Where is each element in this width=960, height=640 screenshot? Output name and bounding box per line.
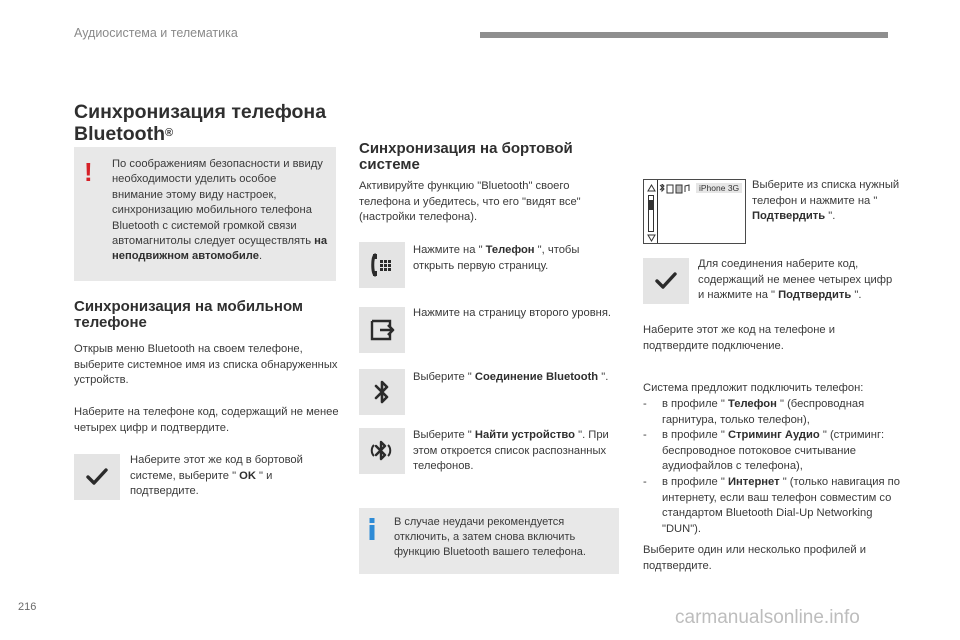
scrollbar-thumb	[649, 200, 653, 210]
warning-icon: !	[84, 157, 93, 187]
device-list-screen	[643, 179, 746, 244]
header-bar	[480, 32, 888, 38]
warning-bold: на неподвижном автомобиле	[112, 235, 328, 263]
mobile-sync-para2: Наберите на телефоне код, содержащий не менее четырех цифр и подтвердите.	[74, 406, 339, 434]
choose-profiles-text: Выберите один или несколько профилей и подтвердите.	[643, 544, 866, 572]
confirm-check-box-mobile	[74, 454, 120, 500]
phone-menu-icon-box	[359, 242, 405, 288]
scrollbar	[648, 195, 654, 232]
page-title-line1: Синхронизация телефона	[74, 101, 327, 123]
bluetooth-search-icon	[367, 436, 397, 466]
search-device-icon-box	[359, 428, 405, 474]
system-offer-text: Система предложит подключить телефон:	[643, 382, 864, 394]
screen-status-icons	[657, 184, 693, 194]
watermark: carmanualsonline.info	[675, 607, 860, 628]
mobile-sync-para1: Открыв меню Bluetooth на своем телефоне, выберите системное имя из списка обнаруженных устройств.	[74, 343, 338, 387]
confirm-check-box-board	[643, 258, 689, 304]
board-step1-text: Нажмите на " Телефон ", чтобы открыть первую страницу.	[413, 244, 580, 272]
page-number: 216	[18, 601, 37, 613]
checkmark-icon	[655, 272, 677, 290]
scroll-down-arrow-icon	[647, 234, 656, 242]
list-dash-1: -	[643, 398, 647, 410]
board-sync-heading: Синхронизация на бортовой системе	[359, 140, 573, 173]
bluetooth-icon	[373, 378, 391, 406]
board-sync-intro: Активируйте функцию "Bluetooth" своего телефона и убедитесь, что его "видят все" (настройки телефона).	[359, 180, 581, 224]
mobile-step-text: Наберите этот же код в бортовой системе, выберите " OK " и подтвердите.	[130, 454, 303, 498]
profile-phone-item: в профиле " Телефон " (беспроводная гарнитура, только телефон),	[662, 398, 865, 426]
phone-menu-icon	[368, 251, 396, 279]
choose-phone-text: Выберите из списка нужный телефон и нажмите на " Подтвердить ".	[752, 179, 900, 223]
enter-code-text: Для соединения наберите код, содержащий не менее четырех цифр и нажмите на " Подтвердить ".	[698, 258, 893, 302]
board-step3-text: Выберите " Соединение Bluetooth ".	[413, 371, 609, 383]
checkmark-icon	[86, 468, 108, 486]
mobile-sync-heading: Синхронизация на мобильном телефоне	[74, 298, 304, 331]
scroll-up-arrow-icon	[647, 184, 656, 192]
second-level-page-icon	[369, 318, 395, 342]
device-name-label: iPhone 3G	[696, 183, 742, 193]
board-step4-text: Выберите " Найти устройство ". При этом откроется список распознанных телефонов.	[413, 429, 609, 473]
section-header-title: Аудиосистема и телематика	[74, 26, 238, 40]
profile-audio-item: в профиле " Стриминг Аудио " (стриминг: беспроводное потоковое считывание аудиофайлов с телефона),	[662, 429, 885, 473]
bluetooth-icon-box	[359, 369, 405, 415]
profile-internet-item: в профиле " Интернет " (только навигация по интернету, если ваш телефон совместим со стандартом Bluetooth Dial-Up Networking "DUN").	[662, 476, 900, 535]
safety-warning-text: По соображениям безопасности и ввиду необходимости уделить особое внимание этому виду настроек, синхронизацию мобильного телефона Bluetooth с системой громкой связи автомагнитолы следует осуществлять на неподвижном автомобиле.	[112, 158, 328, 263]
info-note-text: В случае неудачи рекомендуется отключить, а затем снова включить функцию Bluetooth вашего телефона.	[394, 516, 586, 559]
same-code-text: Наберите этот же код на телефоне и подтвердите подключение.	[643, 324, 836, 352]
list-dash-3: -	[643, 476, 647, 488]
list-dash-2: -	[643, 429, 647, 441]
screen-divider	[657, 180, 658, 243]
registered-mark: ®	[164, 127, 174, 139]
info-icon	[368, 518, 376, 545]
page-title-line2: Bluetooth®	[74, 123, 174, 145]
board-step2-text: Нажмите на страницу второго уровня.	[413, 307, 611, 319]
second-level-icon-box	[359, 307, 405, 353]
page-title	[74, 101, 354, 145]
